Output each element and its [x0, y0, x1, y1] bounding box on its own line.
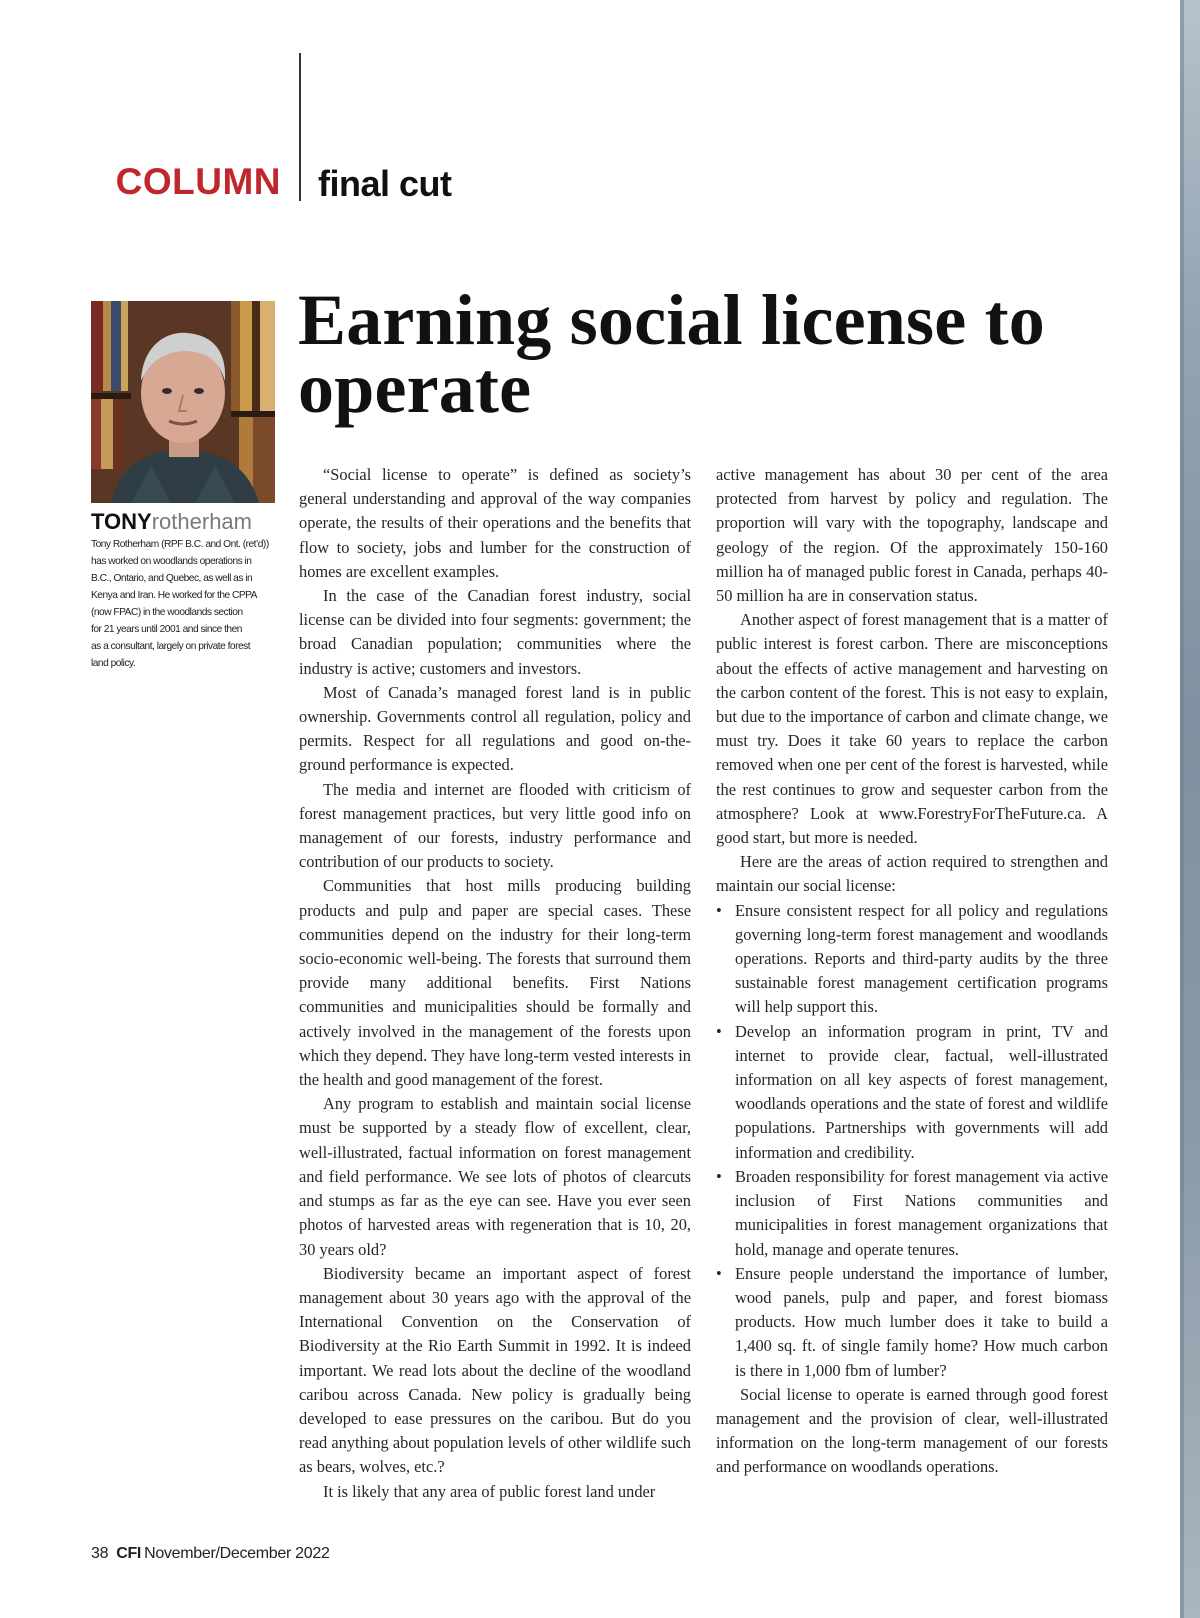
- author-first-name: TONY: [91, 509, 152, 534]
- action-list-item: • Develop an information program in print, TV and internet to provide clear, factual, well-illustrated information on all key aspects of forest management, woodlands operations and the state of forest and wildlife populations. Partnerships with governments will add information and credibility.: [716, 1020, 1108, 1165]
- page-number: 38: [91, 1545, 109, 1562]
- author-bio-line: B.C., Ontario, and Quebec, as well as in: [91, 573, 253, 584]
- magazine-name: CFI: [116, 1545, 142, 1562]
- article-headline: Earning social license to operate: [298, 280, 1045, 428]
- author-bio-line: Kenya and Iran. He worked for the CPPA: [91, 590, 257, 601]
- body-paragraph: “Social license to operate” is defined as society’s general understanding and approval of the way companies operate, the results of their operations and the benefits that flow to society, jobs and lumber for the construction of homes are excellent examples.: [299, 465, 691, 581]
- body-paragraph: In the case of the Canadian forest industry, social license can be divided into four segments: government; the broad Canadian population; communities where the industry is active; customers and investors.: [299, 586, 691, 678]
- author-bio-line: has worked on woodlands operations in: [91, 556, 252, 567]
- header-divider: [299, 53, 301, 201]
- action-list-item: • Broaden responsibility for forest management via active inclusion of First Nations communities and municipalities in forest management organizations that hold, manage and operate tenures.: [716, 1165, 1108, 1262]
- body-paragraph: The media and internet are flooded with criticism of forest management practices, but very little good info on management of our forests, industry performance and contribution of our products to society.: [299, 779, 691, 872]
- body-column-right: [716, 463, 1108, 1480]
- column-label: COLUMN: [115, 161, 281, 202]
- body-paragraph: Communities that host mills producing building products and pulp and paper are special cases. These communities depend on the industry for their long-term socio-economic well-being. The forests that surround them provide many additional benefits. First Nations communities and municipalities should be formally and actively involved in the management of the forests upon which they depend. They have long-term vested interests in the health and good management of the forest.: [299, 876, 691, 1090]
- author-bio-line: (now FPAC) in the woodlands section: [91, 607, 243, 618]
- page-footer: [91, 1545, 330, 1563]
- author-bio-line: for 21 years until 2001 and since then: [91, 624, 242, 635]
- issue-date: November/December 2022: [144, 1545, 330, 1562]
- closing-paragraph: Social license to operate is earned through good forest management and the provision of clear, well-illustrated information on the long-term management of our forests and performance on woodlands operations.: [716, 1384, 1108, 1477]
- action-list-item: • Ensure consistent respect for all policy and regulations governing long-term forest management and woodlands operations. Reports and third-party audits by the three sustainable forest management certification programs will help support this.: [716, 899, 1108, 1020]
- author-bio-line: Tony Rotherham (RPF B.C. and Ont. (ret’d)): [91, 539, 269, 550]
- body-column-left: [299, 463, 691, 1504]
- author-bio-line: as a consultant, largely on private forest: [91, 641, 251, 652]
- author-photo: [91, 301, 275, 503]
- body-paragraph: Here are the areas of action required to strengthen and maintain our social license:: [716, 852, 1108, 896]
- action-list-item: • Ensure people understand the importance of lumber, wood panels, pulp and paper, and forest biomass products. How much lumber does it take to build a 1,400 sq. ft. of single family home? How much carbon is there in 1,000 fbm of lumber?: [716, 1262, 1108, 1383]
- author-name: [91, 511, 252, 533]
- body-paragraph: Biodiversity became an important aspect of forest management about 30 years ago with the approval of the International Convention on the Conservation of Biodiversity at the Rio Earth Summit in 1992. It is indeed important. We read lots about the decline of the woodland caribou across Canada. New policy is gradually being developed to ease pressures on the caribou. But do you read anything about population levels of other wildlife such as bears, wolves, etc.?: [299, 1263, 691, 1477]
- author-bio-line: land policy.: [91, 658, 136, 669]
- section-label: final cut: [318, 163, 452, 204]
- body-paragraph: Any program to establish and maintain social license must be supported by a steady flow of excellent, clear, well-illustrated, factual information on forest management and field performance. We see lots of photos of clearcuts and stumps as far as the eye can see. Have you ever seen photos of harvested areas with regeneration that is 10, 20, 30 years old?: [299, 1094, 691, 1259]
- edge-photo-strip: [1180, 0, 1200, 1618]
- body-paragraph: Most of Canada’s managed forest land is in public ownership. Governments control all regulation, policy and permits. Respect for all regulations and good on-the-ground performance is expected.: [299, 682, 691, 775]
- body-paragraph-continued: active management has about 30 per cent of the area protected from harvest by policy and regulation. The proportion will vary with the topography, landscape and geology of the region. Of the approximately 150-160 million ha of managed public forest in Canada, perhaps 40-50 million ha are in conservation status.: [716, 465, 1108, 606]
- author-bio: [91, 536, 277, 672]
- body-paragraph: Another aspect of forest management that is a matter of public interest is forest carbon. There are misconceptions about the effects of active management and harvesting on the carbon content of the forest. This is not easy to explain, but due to the importance of carbon and climate change, we must try. Does it take 60 years to replace the carbon removed when one per cent of the forest is harvested, while the rest continues to grow and sequester carbon from the atmosphere? Look at www.ForestryForTheFuture.ca. A good start, but more is needed.: [716, 610, 1108, 848]
- author-last-name: rotherham: [151, 509, 252, 534]
- action-list: [716, 899, 1108, 1383]
- body-paragraph: It is likely that any area of public forest land under: [323, 1481, 656, 1501]
